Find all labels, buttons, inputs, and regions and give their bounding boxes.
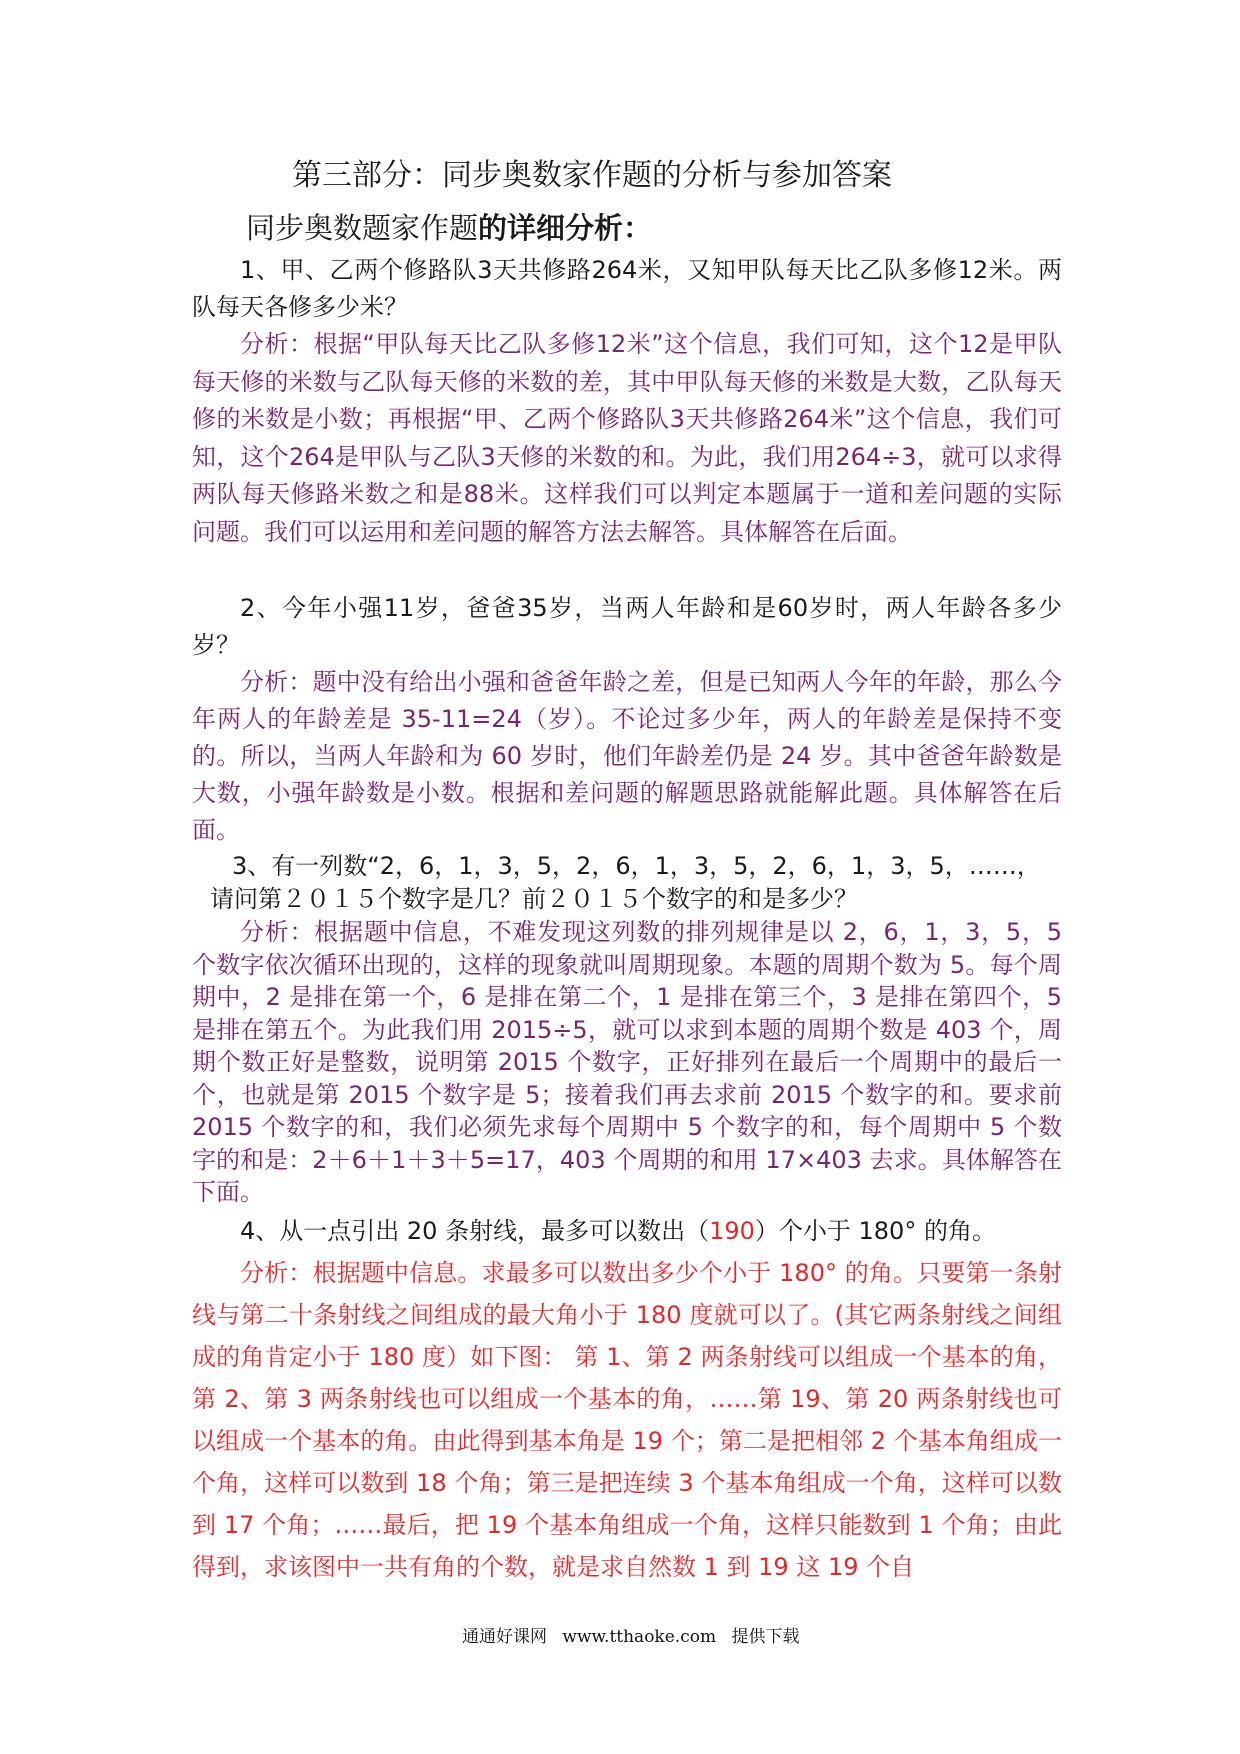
footer-action: 提供下载 <box>731 1627 800 1647</box>
question-1-block <box>192 252 1062 551</box>
subtitle-normal: 同步奥数题家作题 <box>246 211 479 245</box>
question-1-analysis: 分析：根据“甲队每天比乙队多修12米”这个信息，我们可知，这个12是甲队每天修的米数与乙队每天修的米数的差，其中甲队每天修的米数是大数，乙队每天修的米数是小数；再根据“甲、乙两个修路队3天共修路264米”这个信息，我们可知，这个264是甲队与乙队3天修的米数的和。为此，我们用264÷3，就可以求得两队每天修路米数之和是88米。这样我们可以判定本题属于一道和差问题的实际问题。我们可以运用和差问题的解答方法去解答。具体解答在后面。 <box>192 330 1062 546</box>
question-3-text-line1: 3、有一列数“2，6，1，3，5，2，6，1，3，5，2，6，1，3，5，……， <box>232 852 1041 880</box>
footer-url[interactable]: www.tthaoke.com <box>562 1627 717 1647</box>
question-4-answer: 190 <box>709 1217 755 1245</box>
question-3-block <box>192 850 1062 1209</box>
question-1-text: 1、甲、乙两个修路队3天共修路264米，又知甲队每天比乙队多修12米。两队每天各修多少米？ <box>192 256 1062 321</box>
question-2-text: 2、今年小强11岁，爸爸35岁，当两人年龄和是60岁时，两人年龄各多少岁？ <box>192 594 1062 659</box>
question-2-analysis: 分析：题中没有给出小强和爸爸年龄之差，但是已知两人今年的年龄，那么今年两人的年龄差是 35-11=24（岁）。不论过多少年，两人的年龄差是保持不变的。所以，当两人年龄和为 60 岁时，他们年龄差仍是 24 岁。其中爸爸年龄数是大数，小强年龄数是小数。根据和差问题的解题思路就能解此题。具体解答在后面。 <box>192 668 1062 844</box>
question-4-prefix: 4、从一点引出 20 条射线，最多可以数出（ <box>240 1217 710 1245</box>
question-4-suffix: ）个小于 180° 的角。 <box>754 1217 996 1245</box>
page-footer <box>462 1622 809 1647</box>
question-4-analysis: 分析：根据题中信息。求最多可以数出多少个小于 180° 的角。只要第一条射线与第二十条射线之间组成的最大角小于 180 度就可以了。(其它两条射线之间组成的角肯定小于 180 度）如下图： 第 1、第 2 两条射线可以组成一个基本的角，第 2、第 3 两条射线也可以组成一个基本的角，……第 19、第 20 两条射线也可以组成一个基本的角。由此得到基本角是 19 个；第二是把相邻 2 个基本角组成一个角，这样可以数到 18 个角；第三是把连续 3 个基本角组成一个角，这样可以数到 17 个角；……最后，把 19 个基本角组成一个角，这样只能数到 1 个角；由此得到，求该图中一共有角的个数，就是求自然数 1 到 19 这 19 个自 <box>192 1259 1062 1581</box>
subtitle-bold: 的详细分析： <box>478 211 653 245</box>
footer-site-name: 通通好课网 <box>462 1627 547 1647</box>
question-3-text-line2: 请问第２０１５个数字是几？前２０１５个数字的和是多少？ <box>210 885 858 913</box>
question-4-text <box>192 1210 1062 1252</box>
page-title: 第三部分：同步奥数家作题的分析与参加答案 <box>292 158 892 193</box>
question-4-block <box>192 1210 1062 1588</box>
section-subtitle <box>246 206 652 247</box>
question-2-block <box>192 590 1062 849</box>
question-3-analysis: 分析：根据题中信息，不难发现这列数的排列规律是以 2，6，1，3，5，5 个数字依次循环出现的，这样的现象就叫周期现象。本题的周期个数为 5。每个周期中，2 是排在第一个，6 是排在第二个，1 是排在第三个，3 是排在第四个，5 是排在第五个。为此我们用 2015÷5，就可以求到本题的周期个数是 403 个，周期个数正好是整数，说明第 2015 个数字，正好排列在最后一个周期中的最后一个，也就是第 2015 个数字是 5；接着我们再去求前 2015 个数字的和。要求前 2015 个数字的和，我们必须先求每个周期中 5 个数字的和，每个周期中 5 个数字的和是：2＋6＋1＋3＋5=17，403 个周期的和用 17×403 去求。具体解答在下面。 <box>192 918 1062 1206</box>
